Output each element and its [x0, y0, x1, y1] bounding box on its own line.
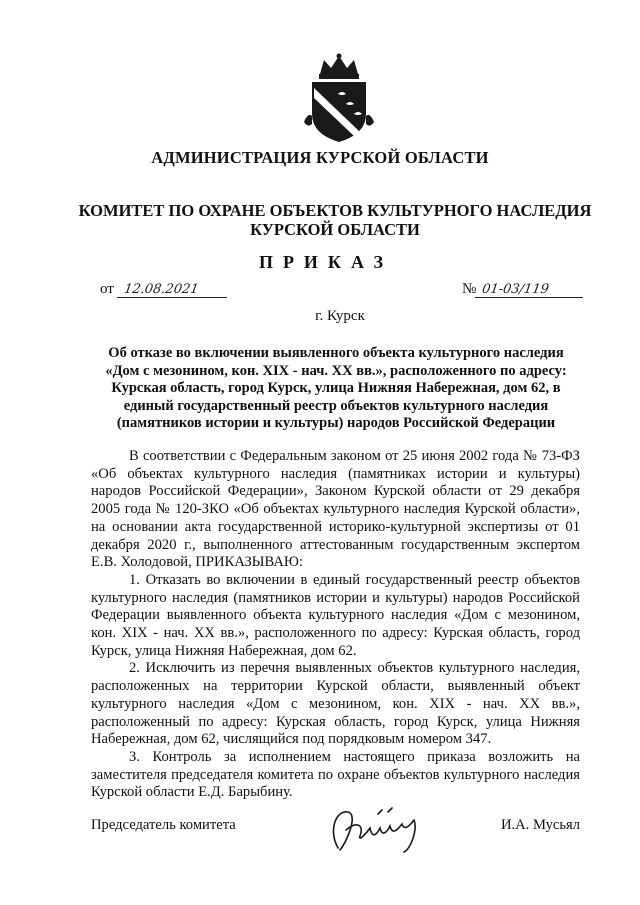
- date-field: [100, 281, 228, 298]
- order-item-1: 1. Отказать во включении в единый государственный реестр объектов культурного наследия (памятников истории и культуры) народов Российской Федерации выявленного объекта культурного наследия «Дом с мезонином, кон. XIX - нач. XX вв.», расположенного по адресу: Курская область, город Курск, улица Нижняя Набережная, дом 62.: [91, 571, 580, 659]
- order-item-2: 2. Исключить из перечня выявленных объектов культурного наследия, расположенных на территории Курской области, выявленный объект культурного наследия «Дом с мезонином, кон. XIX - нач. XX вв.», расположенный по адресу: Курская область, город Курск, улица Нижняя Набережная, дом 62, числящийся под порядковым номером 347.: [91, 660, 580, 748]
- number-field: [462, 281, 584, 298]
- admin-title: АДМИНИСТРАЦИЯ КУРСКОЙ ОБЛАСТИ: [151, 148, 489, 167]
- committee-title: [35, 201, 635, 239]
- date-prefix: от: [100, 281, 114, 297]
- order-preamble: В соответствии с Федеральным законом от 25 июня 2002 года № 73-ФЗ «Об объектах культурного наследия (памятниках истории и культуры) народов Российской Федерации», Законом Курской области от 29 декабря 2005 года № 120-ЗКО «Об объектах культурного наследия Курской области», на основании акта государственной историко-культурной экспертизы от 01 декабря 2020 г., выполненного аттестованным государственным экспертом Е.В. Холодовой, ПРИКАЗЫВАЮ:: [91, 448, 580, 571]
- committee-title-line1: КОМИТЕТ ПО ОХРАНЕ ОБЪЕКТОВ КУЛЬТУРНОГО НАСЛЕДИЯ: [78, 201, 592, 220]
- date-value: 12.08.2021: [116, 282, 228, 298]
- order-body: [91, 448, 580, 802]
- order-subject: Об отказе во включении выявленного объекта культурного наследия «Дом с мезонином, кон. XIX - нач. XX вв.», расположенного по адресу: Курская область, город Курск, улица Нижняя Набережная, дом 62, в единый государственный реестр объектов культурного наследия (памятников истории и культуры) народов Российской Федерации: [105, 345, 567, 432]
- document-type: ПРИКАЗ: [258, 252, 394, 272]
- signature-icon: [318, 790, 438, 860]
- number-prefix: №: [462, 281, 477, 297]
- order-item-3: 3. Контроль за исполнением настоящего приказа возложить на заместителя председателя комитета по охране объектов культурного наследия Курской области Е.Д. Барыбину.: [91, 748, 580, 801]
- city-label: г. Курск: [315, 308, 365, 324]
- coat-of-arms-icon: [298, 52, 380, 144]
- signatory-name: И.А. Мусьял: [500, 817, 580, 833]
- number-value: 01-03/119: [475, 282, 585, 298]
- signatory-title: Председатель комитета: [91, 817, 236, 833]
- committee-title-line2: КУРСКОЙ ОБЛАСТИ: [250, 220, 420, 239]
